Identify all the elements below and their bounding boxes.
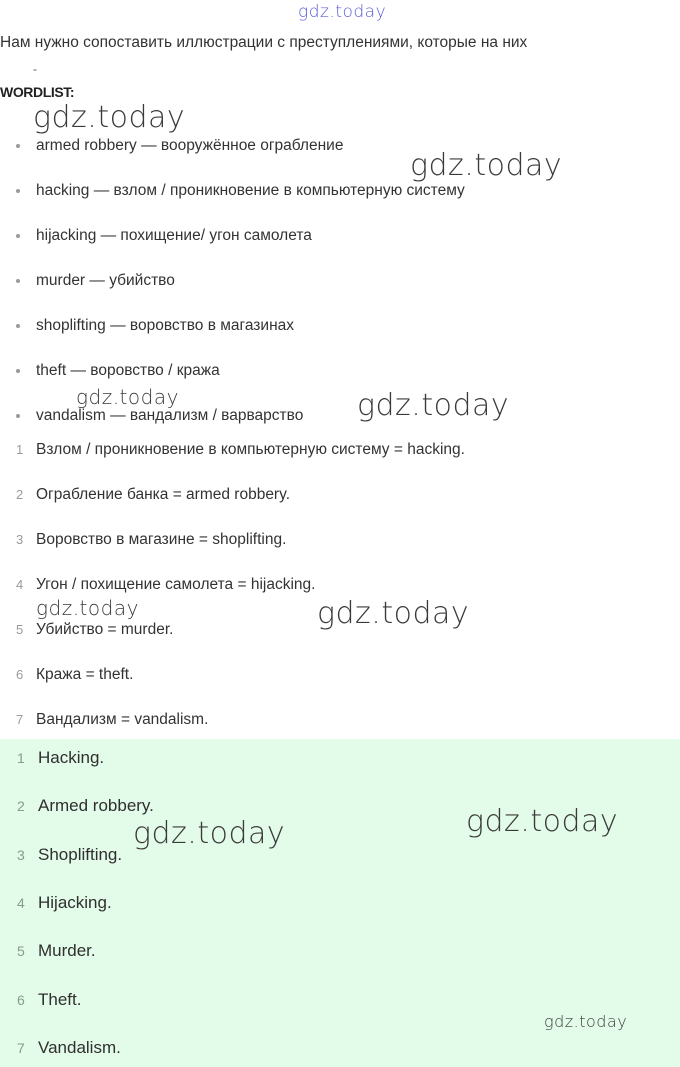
- watermark: gdz.today: [317, 596, 470, 631]
- watermark: gdz.today: [410, 148, 563, 183]
- watermark: gdz.today: [76, 385, 179, 409]
- bullet-icon: [16, 234, 20, 238]
- bullet-icon: [16, 324, 20, 328]
- watermark: gdz.today: [36, 596, 139, 620]
- bullet-icon: [16, 279, 20, 283]
- bullet-icon: [16, 144, 20, 148]
- watermark: gdz.today: [466, 804, 619, 839]
- intro-dash: -: [33, 62, 37, 76]
- bullet-icon: [16, 369, 20, 373]
- bullet-icon: [16, 414, 20, 418]
- intro-text: Нам нужно сопоставить иллюстрации с преступлениями, которые на них: [0, 34, 528, 51]
- answer-box: 1 Hacking. 2 Armed robbery. 3 Shoplifting. 4 Hijacking. 5 Murder. 6 Theft. 7 Vandalism.: [0, 739, 680, 1067]
- bullet-icon: [16, 189, 20, 193]
- watermark: gdz.today: [544, 1012, 628, 1031]
- watermark: gdz.today: [133, 816, 286, 851]
- wordlist-title: WORDLIST:: [0, 84, 75, 100]
- watermark: gdz.today: [357, 388, 510, 423]
- watermark: gdz.today: [33, 100, 186, 135]
- watermark-top: gdz.today: [298, 2, 387, 22]
